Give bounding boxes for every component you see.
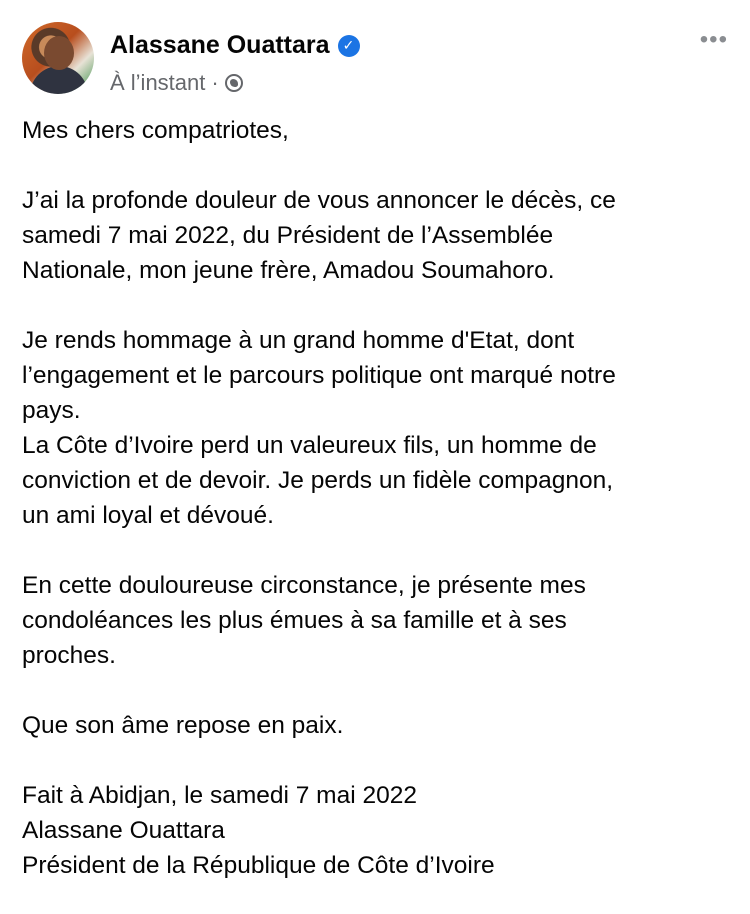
globe-icon[interactable] xyxy=(225,74,243,92)
post-paragraph xyxy=(22,778,742,883)
verified-badge-icon: ✓ xyxy=(338,35,360,57)
post-meta xyxy=(110,70,243,96)
post-paragraph xyxy=(22,183,742,288)
text-line: conviction et de devoir. Je perds un fidèle compagnon, xyxy=(22,467,614,494)
author-name[interactable]: Alassane Ouattara xyxy=(110,31,330,59)
paragraph-gap xyxy=(22,673,742,708)
post-paragraph xyxy=(22,323,742,533)
text-line: Fait à Abidjan, le samedi 7 mai 2022 xyxy=(22,782,417,809)
text-line: Je rends hommage à un grand homme d'Etat, dont xyxy=(22,327,575,354)
post-body xyxy=(22,113,742,883)
post-paragraph xyxy=(22,113,742,148)
text-line: Mes chers compatriotes, xyxy=(22,117,289,144)
paragraph-gap xyxy=(22,148,742,183)
paragraph-gap xyxy=(22,533,742,568)
text-line: J’ai la profonde douleur de vous annoncer le décès, ce xyxy=(22,187,616,214)
avatar[interactable] xyxy=(22,22,94,94)
text-line: La Côte d’Ivoire perd un valeureux fils, un homme de xyxy=(22,432,597,459)
text-line: un ami loyal et dévoué. xyxy=(22,502,274,529)
paragraph-gap xyxy=(22,743,742,778)
text-line: pays. xyxy=(22,397,81,424)
text-line: Nationale, mon jeune frère, Amadou Soumahoro. xyxy=(22,257,555,284)
text-line: En cette douloureuse circonstance, je présente mes xyxy=(22,572,586,599)
text-line: Alassane Ouattara xyxy=(22,817,225,844)
paragraph-gap xyxy=(22,288,742,323)
author-name-link[interactable] xyxy=(110,31,360,60)
text-line: Que son âme repose en paix. xyxy=(22,712,344,739)
text-line: Président de la République de Côte d’Ivoire xyxy=(22,852,495,879)
text-line: condoléances les plus émues à sa famille et à ses xyxy=(22,607,567,634)
more-options-button[interactable]: ••• xyxy=(699,26,728,53)
timestamp[interactable]: À l’instant xyxy=(110,70,206,95)
post-paragraph xyxy=(22,568,742,673)
post-paragraph xyxy=(22,708,742,743)
text-line: samedi 7 mai 2022, du Président de l’Assemblée xyxy=(22,222,554,249)
separator: · xyxy=(211,70,219,95)
text-line: proches. xyxy=(22,642,116,669)
text-line: l’engagement et le parcours politique ont marqué notre xyxy=(22,362,616,389)
